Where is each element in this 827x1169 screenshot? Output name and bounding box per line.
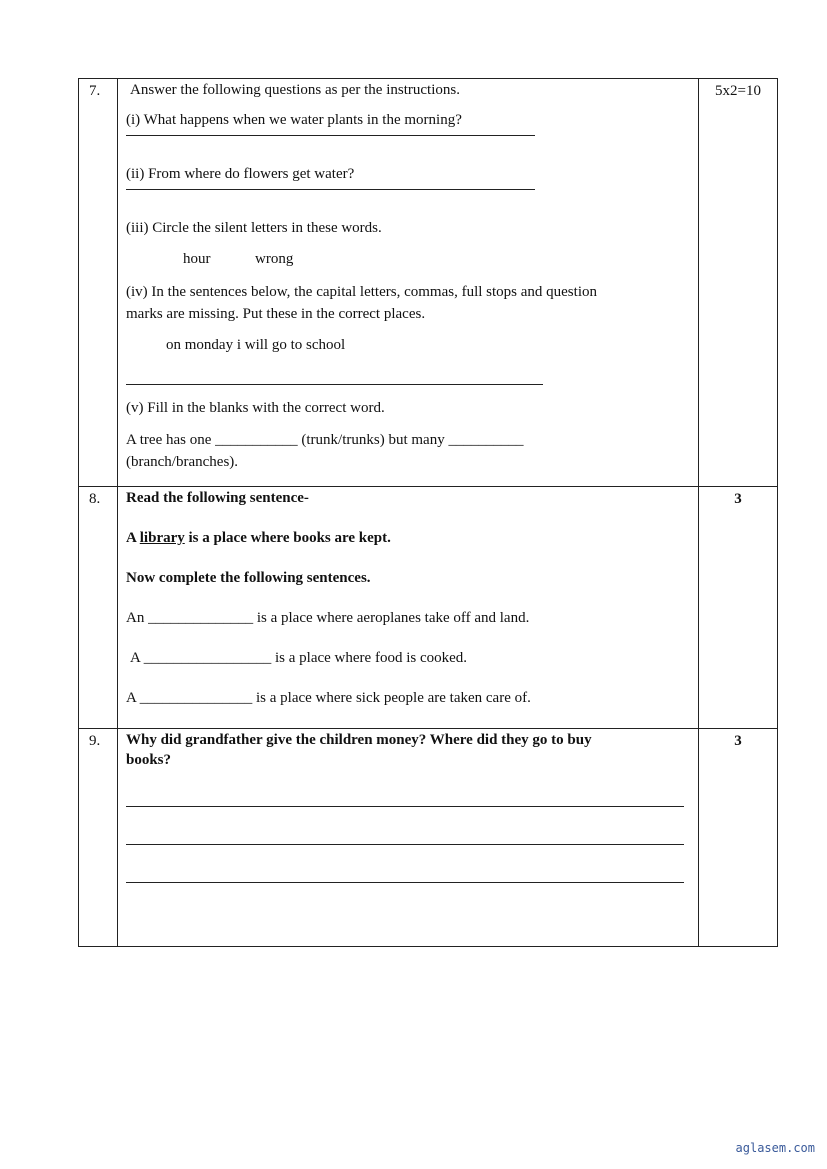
q8-sentence-3: A _______________ is a place where sick people are taken care of. <box>126 690 531 706</box>
watermark-text: aglasem.com <box>735 1141 815 1155</box>
word-wrong: wrong <box>255 251 294 267</box>
part-v-sentence-line1: A tree has one ___________ (trunk/trunks) but many __________ <box>126 432 524 448</box>
part-v-question: (v) Fill in the blanks with the correct word. <box>126 400 385 416</box>
answer-line <box>126 806 684 807</box>
answer-line <box>126 189 535 190</box>
q8-sentence-2: A _________________ is a place where food is cooked. <box>130 650 468 666</box>
answer-line <box>126 882 684 883</box>
question-number: 9. <box>89 733 101 749</box>
question-content-cell <box>118 729 699 947</box>
part-iv-question-line1: (iv) In the sentences below, the capital letters, commas, full stops and question <box>126 284 597 300</box>
part-ii-question: (ii) From where do flowers get water? <box>126 166 355 182</box>
example-rest: is a place where books are kept. <box>188 530 391 546</box>
answer-line <box>126 844 684 845</box>
marks-cell <box>699 487 778 729</box>
marks-cell <box>699 729 778 947</box>
question-row-8 <box>79 487 778 729</box>
part-iv-sentence: on monday i will go to school <box>166 337 346 353</box>
example-article: A <box>126 530 137 546</box>
question-content-cell <box>118 79 699 487</box>
part-i-question: (i) What happens when we water plants in the morning? <box>126 112 462 128</box>
q9-question-line2: books? <box>126 752 172 768</box>
marks-value: 3 <box>734 733 742 749</box>
q8-example-sentence <box>126 530 391 547</box>
question-number-cell <box>79 729 118 947</box>
marks-value: 5x2=10 <box>715 83 761 99</box>
answer-line <box>126 135 535 136</box>
question-number-cell <box>79 487 118 729</box>
instruction-text: Answer the following questions as per the instructions. <box>130 82 460 98</box>
example-underlined-word: library <box>139 530 185 546</box>
question-table <box>78 78 778 947</box>
question-number: 7. <box>89 83 101 99</box>
part-iii-question: (iii) Circle the silent letters in these words. <box>126 220 382 236</box>
marks-value: 3 <box>734 491 742 507</box>
q8-subinstruction: Now complete the following sentences. <box>126 570 371 586</box>
question-row-9 <box>79 729 778 947</box>
answer-line <box>126 384 543 385</box>
word-hour: hour <box>183 251 211 267</box>
question-row-7 <box>79 79 778 487</box>
question-number: 8. <box>89 491 101 507</box>
part-iv-question-line2: marks are missing. Put these in the correct places. <box>126 306 426 322</box>
part-v-sentence-line2: (branch/branches). <box>126 454 239 470</box>
question-content-cell <box>118 487 699 729</box>
marks-cell <box>699 79 778 487</box>
q8-sentence-1: An ______________ is a place where aeroplanes take off and land. <box>126 610 530 626</box>
q8-instruction: Read the following sentence- <box>126 490 309 506</box>
q9-question-line1: Why did grandfather give the children money? Where did they go to buy <box>126 732 592 748</box>
question-number-cell <box>79 79 118 487</box>
